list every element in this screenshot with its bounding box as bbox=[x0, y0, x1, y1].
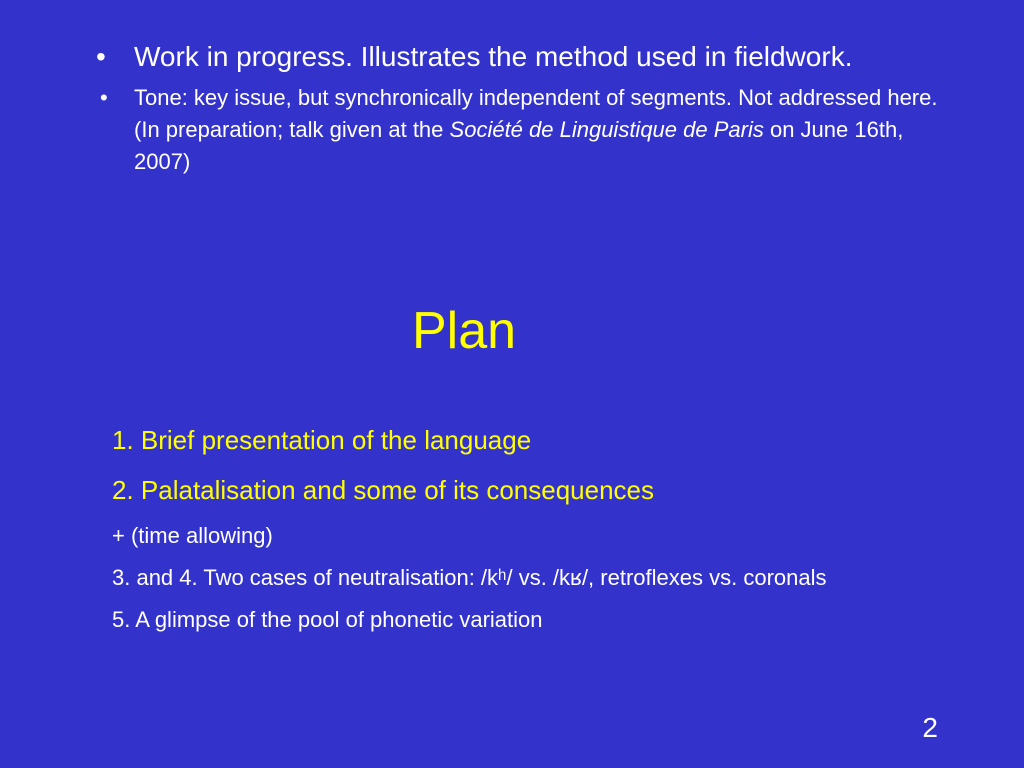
bullet-marker: • bbox=[96, 41, 106, 72]
bullet-text-italic: Société de Linguistique de Paris bbox=[449, 117, 764, 142]
bullet-text bbox=[134, 85, 937, 174]
bullet-item bbox=[96, 38, 956, 76]
bullet-text-part: on June 16th, 2007) bbox=[134, 117, 904, 174]
slide-number: 2 bbox=[922, 712, 938, 743]
intro-bullets bbox=[96, 38, 956, 178]
bullet-item bbox=[96, 82, 956, 178]
bullet-marker: • bbox=[100, 85, 108, 110]
bullet-text: Work in progress. Illustrates the method used in fieldwork. bbox=[134, 41, 853, 72]
plan-subitem: 3. and 4. Two cases of neutralisation: /kʰ/ vs. /kʁ/, retroflexes vs. coronals bbox=[112, 565, 827, 590]
plan-subitem: + (time allowing) bbox=[112, 523, 273, 548]
plan-item: 2. Palatalisation and some of its consequences bbox=[112, 475, 655, 505]
page-title: Plan bbox=[411, 302, 517, 360]
bullet-text-part: Tone: key issue, but synchronically independent of segments. Not addressed here. (In preparation; talk given at the bbox=[134, 85, 938, 142]
plan-list bbox=[112, 420, 932, 636]
plan-subitem: 5. A glimpse of the pool of phonetic variation bbox=[112, 607, 543, 632]
plan-item: 1. Brief presentation of the language bbox=[112, 425, 532, 455]
